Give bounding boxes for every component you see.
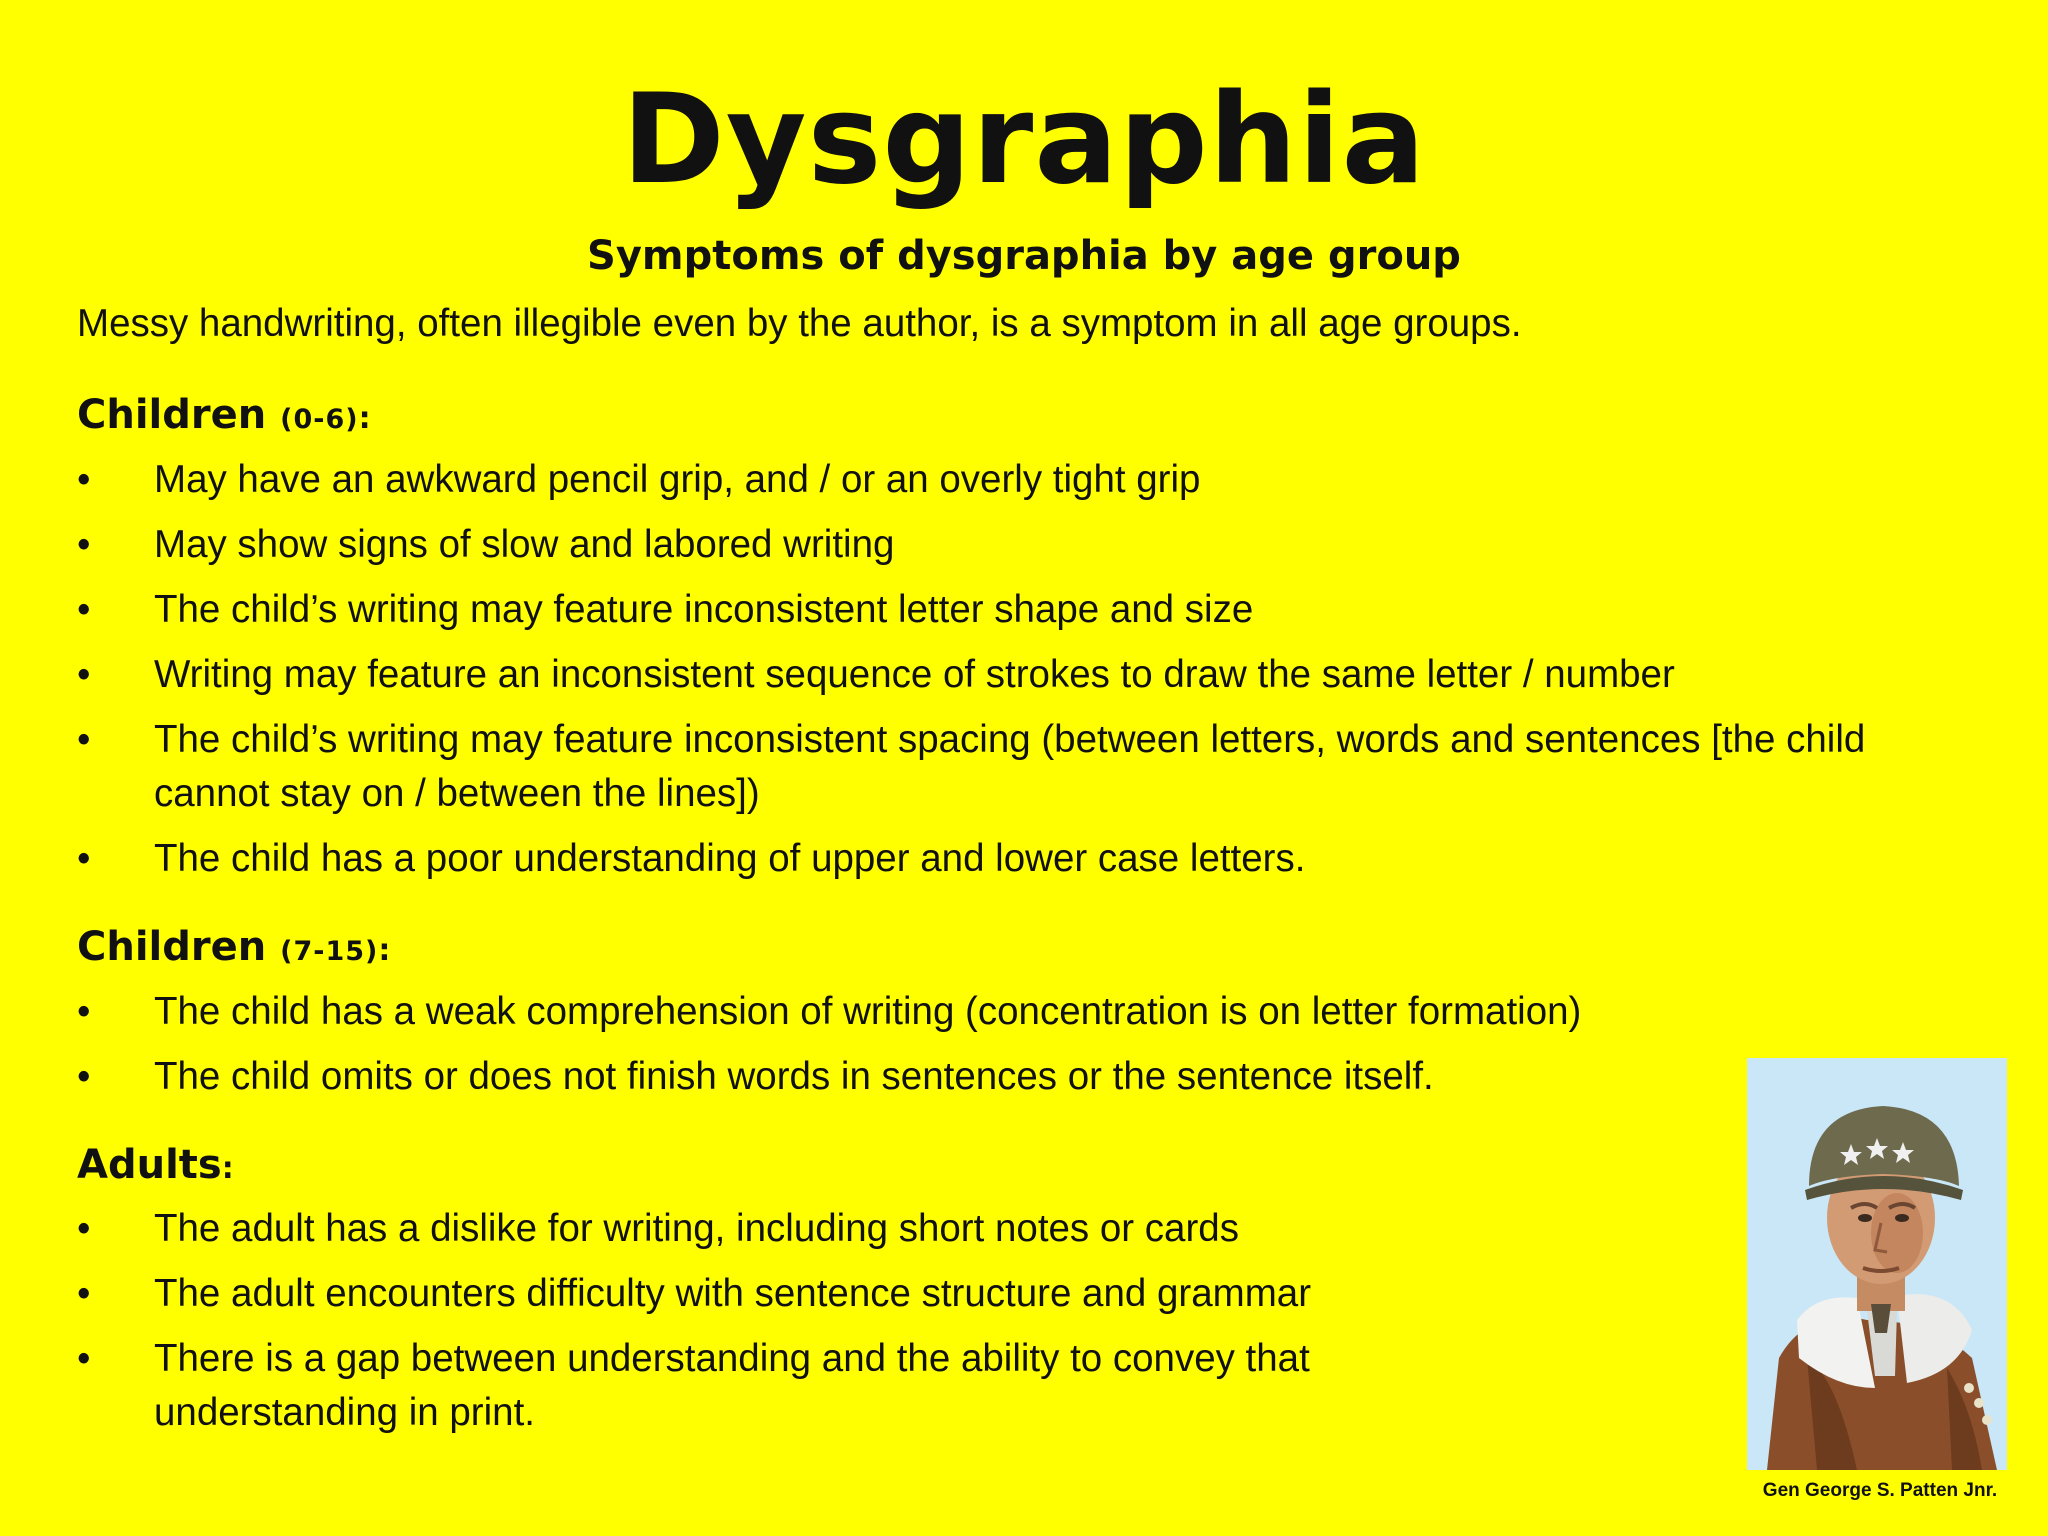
bullet-icon: • (77, 588, 91, 631)
list-item (77, 1267, 1957, 1321)
portrait-image (1747, 1058, 2007, 1470)
section-heading-colon: : (378, 933, 391, 968)
section-children-0-6 (77, 386, 1957, 886)
section-heading-age: (0-6) (280, 404, 359, 435)
list-item-text: The child’s writing may feature inconsistent spacing (between letters, words and sentences [the child cannot stay on / between the lines]) (154, 718, 1866, 815)
bullet-icon: • (77, 1055, 91, 1098)
bullet-icon: • (77, 653, 91, 696)
list-item (77, 1050, 1957, 1104)
intro-text: Messy handwriting, often illegible even by the author, is a symptom in all age groups. (77, 302, 1522, 345)
list-item (77, 832, 1957, 886)
portrait-caption: Gen George S. Patten Jnr. (1762, 1480, 1998, 1501)
section-heading-label: Children (77, 392, 267, 438)
list-item (77, 985, 1957, 1039)
list-item (77, 1332, 1494, 1440)
bullet-list (77, 1202, 1957, 1440)
list-item (77, 583, 1957, 637)
page-subtitle: Symptoms of dysgraphia by age group (587, 233, 1461, 279)
list-item (77, 453, 1957, 507)
list-item-text: May show signs of slow and labored writing (154, 523, 895, 566)
section-heading-age: (7-15) (280, 936, 379, 967)
section-heading-colon: : (221, 1151, 234, 1186)
bullet-icon: • (77, 718, 91, 761)
section-heading-label: Children (77, 924, 267, 970)
bullet-icon: • (77, 837, 91, 880)
section-heading-colon: : (358, 401, 371, 436)
list-item-text: The child has a poor understanding of upper and lower case letters. (154, 837, 1306, 880)
list-item (77, 648, 1957, 702)
bullet-list (77, 453, 1957, 886)
page-title: Dysgraphia (621, 68, 1427, 212)
bullet-icon: • (77, 1207, 91, 1250)
bullet-icon: • (77, 990, 91, 1033)
bullet-icon: • (77, 523, 91, 566)
slide-content (77, 294, 1957, 1451)
bullet-icon: • (77, 1272, 91, 1315)
list-item (77, 713, 1957, 821)
section-heading (77, 918, 1957, 981)
list-item-text: The adult has a dislike for writing, including short notes or cards (154, 1207, 1239, 1250)
bullet-icon: • (77, 1337, 91, 1380)
bullet-list (77, 985, 1957, 1104)
list-item-text: The child’s writing may feature inconsistent letter shape and size (154, 588, 1254, 631)
list-item-text: May have an awkward pencil grip, and / or an overly tight grip (154, 458, 1201, 501)
bullet-icon: • (77, 458, 91, 501)
section-children-7-15 (77, 918, 1957, 1104)
list-item-text: The child has a weak comprehension of writing (concentration is on letter formation) (154, 990, 1582, 1033)
list-item-text: The child omits or does not finish words in sentences or the sentence itself. (154, 1055, 1434, 1098)
list-item (77, 518, 1957, 572)
list-item-text: The adult encounters difficulty with sentence structure and grammar (154, 1272, 1312, 1315)
section-heading (77, 1136, 1957, 1198)
section-adults (77, 1136, 1957, 1440)
list-item (77, 1202, 1957, 1256)
section-heading-label: Adults (77, 1142, 222, 1188)
list-item-text: There is a gap between understanding and the ability to convey that understanding in print. (154, 1337, 1310, 1434)
section-heading (77, 386, 1957, 449)
list-item-text: Writing may feature an inconsistent sequence of strokes to draw the same letter / number (154, 653, 1675, 696)
general-portrait-illustration (1747, 1058, 2007, 1470)
